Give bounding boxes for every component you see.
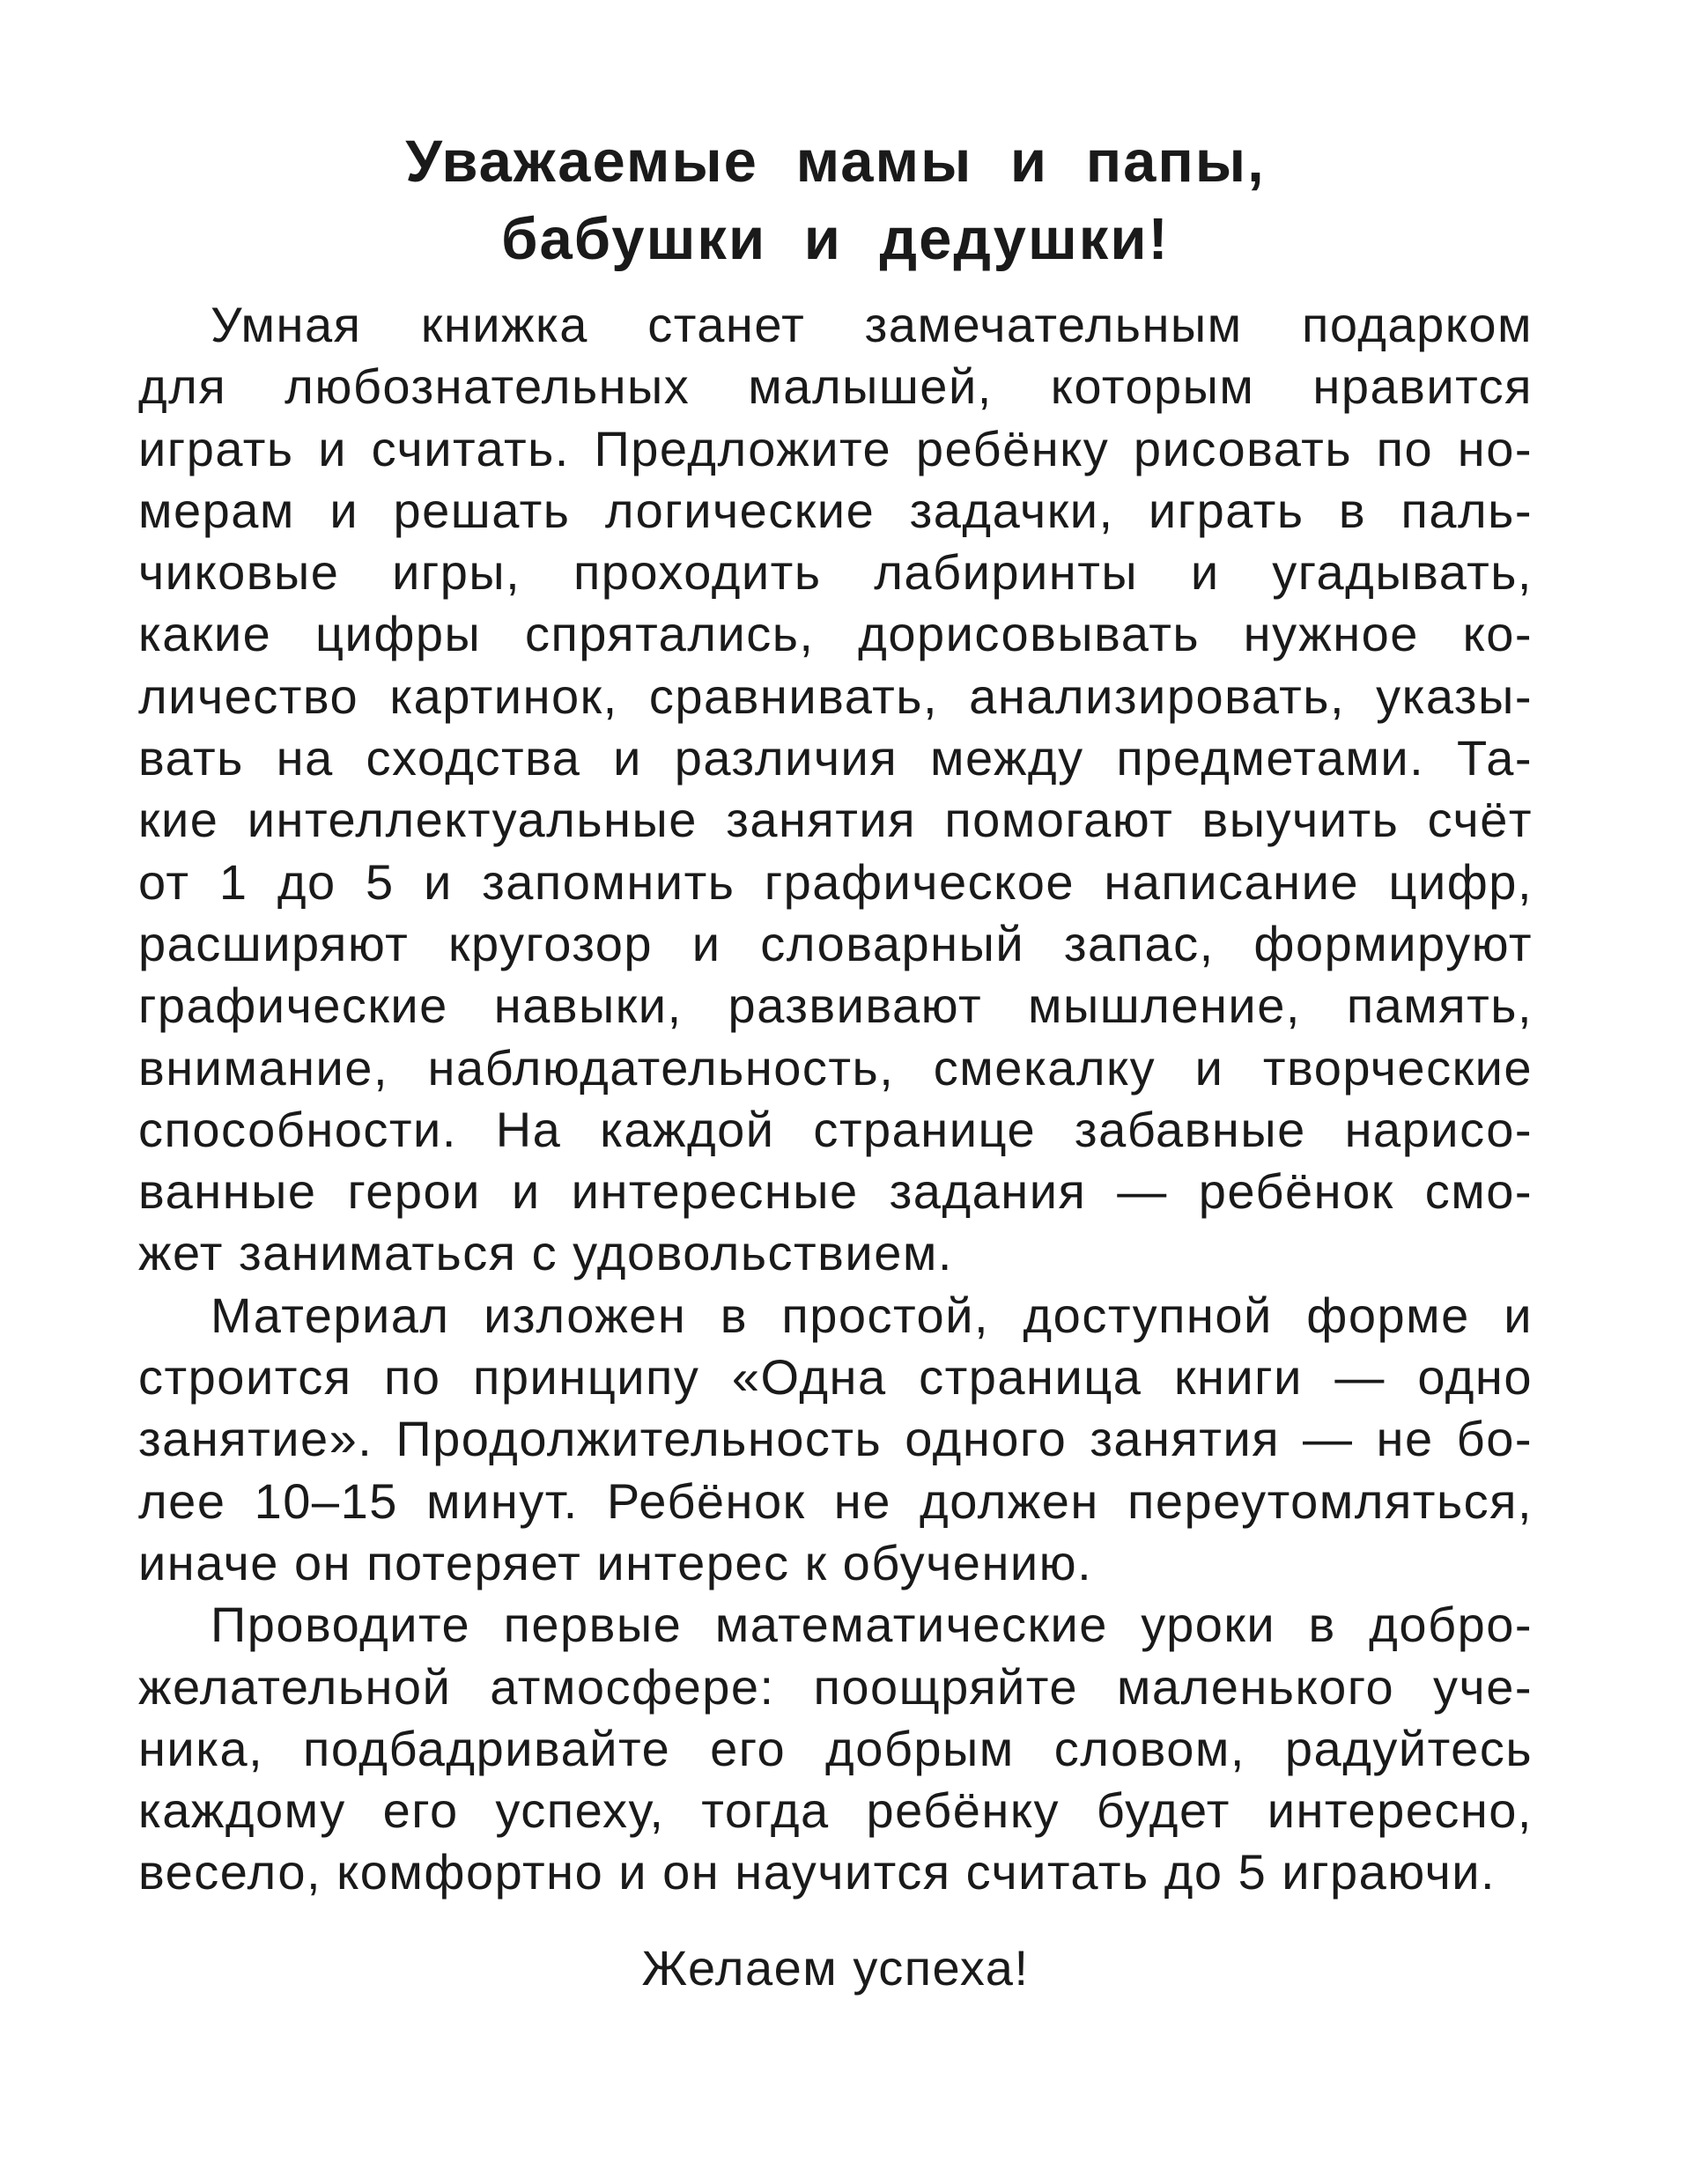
text-line: от 1 до 5 и запомнить графическое написание цифр,: [138, 853, 1533, 910]
text-line: весело, комфортно и он научится считать до 5 играючи.: [138, 1844, 1497, 1900]
page-title: [138, 123, 1533, 278]
paragraph: [138, 294, 1533, 1285]
text-line: мерам и решать логические задачки, играть в паль-: [138, 482, 1533, 538]
text-line: жет заниматься с удовольствием.: [138, 1225, 953, 1281]
text-line: какие цифры спрятались, дорисовывать нужное ко-: [138, 606, 1533, 662]
text-line: внимание, наблюдательность, смекалку и творческие: [138, 1039, 1533, 1096]
text-line: желательной атмосфере: поощряйте маленького уче-: [138, 1658, 1533, 1715]
text-line: лее 10–15 минут. Ребёнок не должен переутомляться,: [138, 1472, 1533, 1529]
paragraph: [138, 1285, 1533, 1594]
text-line: занятие». Продолжительность одного занятия — не бо-: [138, 1411, 1533, 1467]
title-line: Уважаемые мамы и папы,: [405, 129, 1266, 195]
preface-body: [138, 294, 1533, 1904]
text-line: ника, подбадривайте его добрым словом, радуйтесь: [138, 1720, 1533, 1776]
text-line: вать на сходства и различия между предметами. Та-: [138, 730, 1533, 786]
paragraph: [138, 1594, 1533, 1903]
text-line: каждому его успеху, тогда ребёнку будет интересно,: [138, 1782, 1533, 1839]
text-line: ванные герои и интересные задания — ребёнок смо-: [138, 1163, 1533, 1220]
text-line: строится по принципу «Одна страница книги — одно: [138, 1349, 1533, 1406]
text-line: играть и считать. Предложите ребёнку рисовать по но-: [138, 420, 1533, 476]
title-line: бабушки и дедушки!: [501, 206, 1170, 272]
text-line: иначе он потеряет интерес к обучению.: [138, 1534, 1093, 1590]
text-line: кие интеллектуальные занятия помогают выучить счёт: [138, 792, 1533, 848]
text-line: Материал изложен в простой, доступной форме и: [211, 1287, 1533, 1343]
closing-wish: Желаем успеха!: [641, 1939, 1030, 1996]
text-line: способности. На каждой странице забавные нарисо-: [138, 1101, 1533, 1157]
text-line: для любознательных малышей, которым нравится: [138, 358, 1533, 415]
text-line: личество картинок, сравнивать, анализировать, указы-: [138, 668, 1533, 724]
text-line: Умная книжка станет замечательным подарком: [211, 297, 1533, 352]
text-line: Проводите первые математические уроки в добро-: [211, 1597, 1533, 1653]
preface-page: [138, 123, 1533, 1999]
text-line: графические навыки, развивают мышление, память,: [138, 978, 1533, 1034]
text-line: расширяют кругозор и словарный запас, формируют: [138, 915, 1533, 971]
text-line: чиковые игры, проходить лабиринты и угадывать,: [138, 544, 1533, 601]
